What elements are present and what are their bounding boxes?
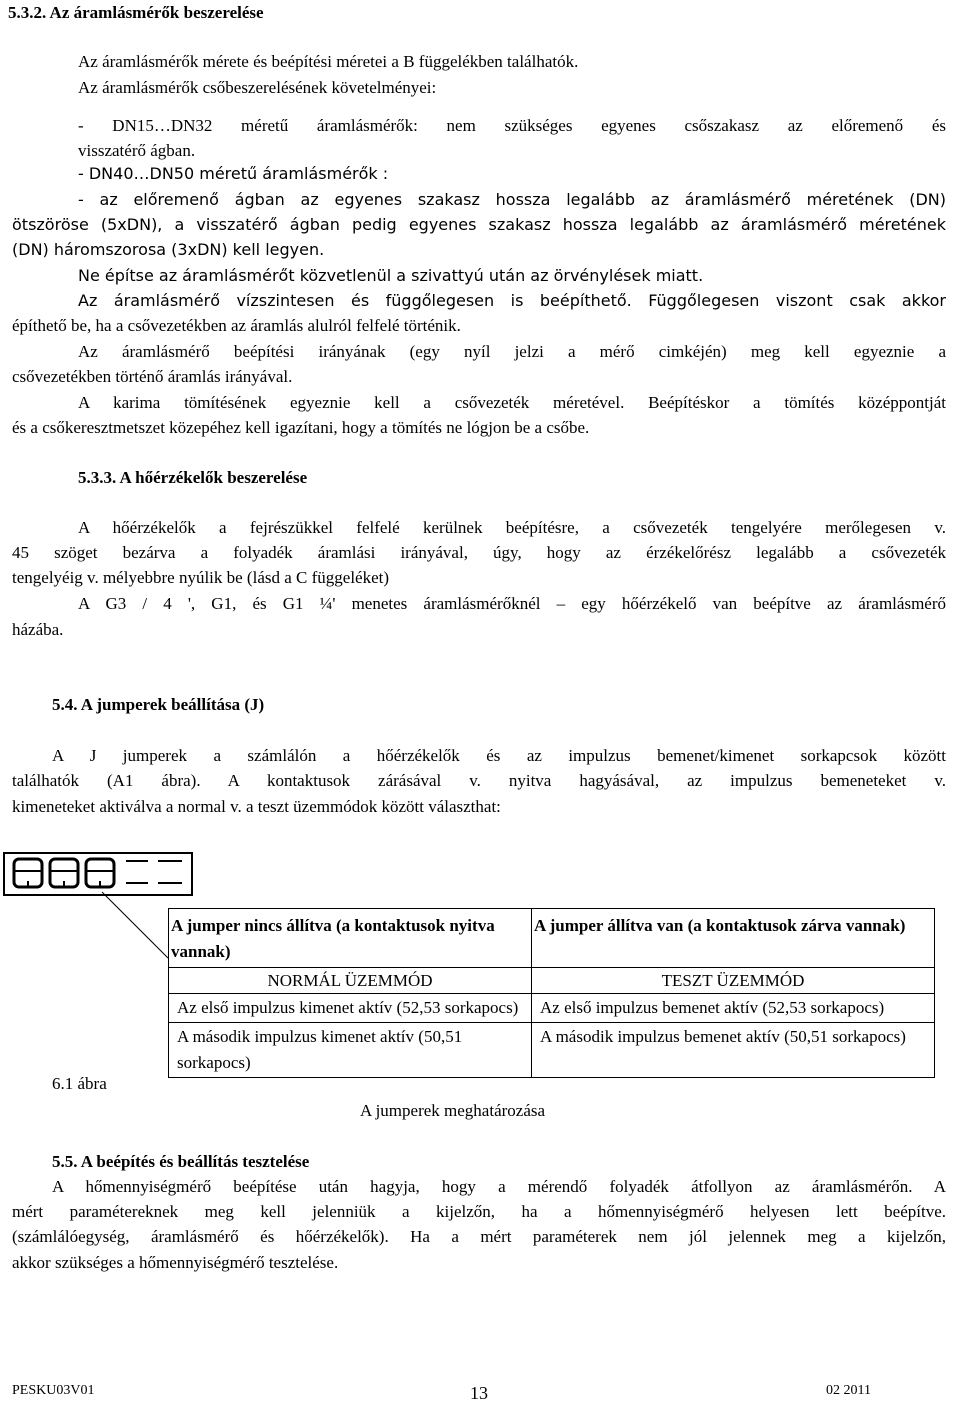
- section-heading-54: 5.4. A jumperek beállítása (J): [52, 695, 265, 714]
- paragraph: akkor szükséges a hőmennyiségmérő tesztelése.: [12, 1253, 339, 1272]
- paragraph: Az áramlásmérők csőbeszerelésének követelményei:: [78, 78, 437, 97]
- section-heading-533: 5.3.3. A hőérzékelők beszerelése: [78, 468, 308, 487]
- table-cell: A második impulzus bemenet aktív (50,51 sorkapocs): [532, 1023, 935, 1078]
- table-row: [169, 909, 935, 968]
- paragraph: ötszöröse (5xDN), a visszatérő ágban pedig egyenes szakasz hossza legalább az áramlásmérő méretének: [12, 215, 946, 234]
- paragraph: A J jumperek a számlálón a hőérzékelők és az impulzus bemenet/kimenet sorkapcsok között: [52, 746, 946, 765]
- paragraph: építhető be, ha a csővezetékben az áramlás alulról felfelé történik.: [12, 316, 461, 335]
- paragraph: visszatérő ágban.: [78, 141, 196, 160]
- paragraph: Ne építse az áramlásmérőt közvetlenül a szivattyú után az örvénylések miatt.: [78, 266, 704, 285]
- paragraph: Az áramlásmérők mérete és beépítési méretei a B függelékben találhatók.: [78, 52, 579, 71]
- jumper-closed: [86, 859, 114, 887]
- section-heading-532: 5.3.2. Az áramlásmérők beszerelése: [8, 3, 264, 22]
- table-cell-mode: NORMÁL ÜZEMMÓD: [169, 968, 532, 994]
- paragraph: tengelyéig v. mélyebbre nyúlik be (lásd a C függeléket): [12, 568, 390, 587]
- paragraph: A hőérzékelők a fejrészükkel felfelé kerülnek beépítésre, a csővezeték tengelyére merőlegesen v.: [78, 518, 946, 537]
- table-row: [169, 968, 935, 994]
- paragraph: és a csőkeresztmetszet közepéhez kell igazítani, hogy a tömítés ne lógjon be a csőbe.: [12, 418, 590, 437]
- figure-label: 6.1 ábra: [52, 1074, 107, 1093]
- paragraph: - DN40…DN50 méretű áramlásmérők :: [78, 164, 389, 183]
- table-row: [169, 1023, 935, 1078]
- paragraph: A karima tömítésének egyeznie kell a csővezeték méretével. Beépítéskor a tömítés középpontját: [78, 393, 946, 412]
- footer-date: 02 2011: [826, 1383, 871, 1398]
- page-number: 13: [470, 1383, 488, 1403]
- jumper-closed: [50, 859, 78, 887]
- paragraph: 45 szöget bezárva a folyadék áramlási irányával, úgy, hogy az érzékelőrész legalább a csővezeték: [12, 543, 946, 562]
- paragraph: - DN15…DN32 méretű áramlásmérők: nem szükséges egyenes csőszakasz az előremenő és: [78, 116, 946, 135]
- figure-caption: A jumperek meghatározása: [360, 1101, 546, 1120]
- paragraph: (DN) háromszorosa (3xDN) kell legyen.: [12, 240, 325, 259]
- paragraph: házába.: [12, 620, 64, 639]
- jumper-table: [168, 908, 935, 1078]
- jumper-open: [126, 861, 148, 883]
- paragraph: Az áramlásmérő beépítési irányának (egy nyíl jelzi a mérő cimkéjén) meg kell egyeznie a: [78, 342, 946, 361]
- paragraph: A G3 / 4 ', G1, és G1 ¼' menetes áramlásmérőknél – egy hőérzékelő van beépítve az áramlásmérő: [78, 594, 946, 613]
- table-cell: A második impulzus kimenet aktív (50,51 sorkapocs): [169, 1023, 532, 1078]
- table-header-open: A jumper nincs állítva (a kontaktusok nyitva vannak): [169, 909, 532, 968]
- paragraph: Az áramlásmérő vízszintesen és függőlegesen is beépíthető. Függőlegesen viszont csak akkor: [78, 291, 946, 310]
- paragraph: találhatók (A1 ábra). A kontaktusok zárásával v. nyitva hagyásával, az impulzus bemeneteket v.: [12, 771, 946, 790]
- leader-line: [80, 890, 180, 960]
- jumper-open: [158, 861, 182, 883]
- table-cell-mode: TESZT ÜZEMMÓD: [532, 968, 935, 994]
- jumper-closed: [14, 859, 42, 887]
- footer-doc-id: PESKU03V01: [12, 1383, 95, 1398]
- paragraph: - az előremenő ágban az egyenes szakasz hossza legalább az áramlásmérő méretének (DN): [78, 190, 946, 209]
- paragraph: kimeneteket aktiválva a normal v. a teszt üzemmódok között választhat:: [12, 797, 501, 816]
- section-heading-55: 5.5. A beépítés és beállítás tesztelése: [52, 1152, 310, 1171]
- paragraph: mért paramétereknek meg kell jelenniük a kijelzőn, ha a hőmennyiségmérő helyesen lett beépítve.: [12, 1202, 946, 1221]
- paragraph: A hőmennyiségmérő beépítése után hagyja, hogy a mérendő folyadék átfollyon az áramlásmérőn. A: [52, 1177, 946, 1196]
- paragraph: (számlálóegység, áramlásmérő és hőérzékelők). Ha a mért paraméterek nem jól jelennek meg a kijelzőn,: [12, 1227, 946, 1246]
- table-cell: Az első impulzus kimenet aktív (52,53 sorkapocs): [169, 994, 532, 1023]
- table-cell: Az első impulzus bemenet aktív (52,53 sorkapocs): [532, 994, 935, 1023]
- table-row: [169, 994, 935, 1023]
- paragraph: csővezetékben történő áramlás irányával.: [12, 367, 293, 386]
- table-header-closed: A jumper állítva van (a kontaktusok zárva vannak): [532, 909, 935, 968]
